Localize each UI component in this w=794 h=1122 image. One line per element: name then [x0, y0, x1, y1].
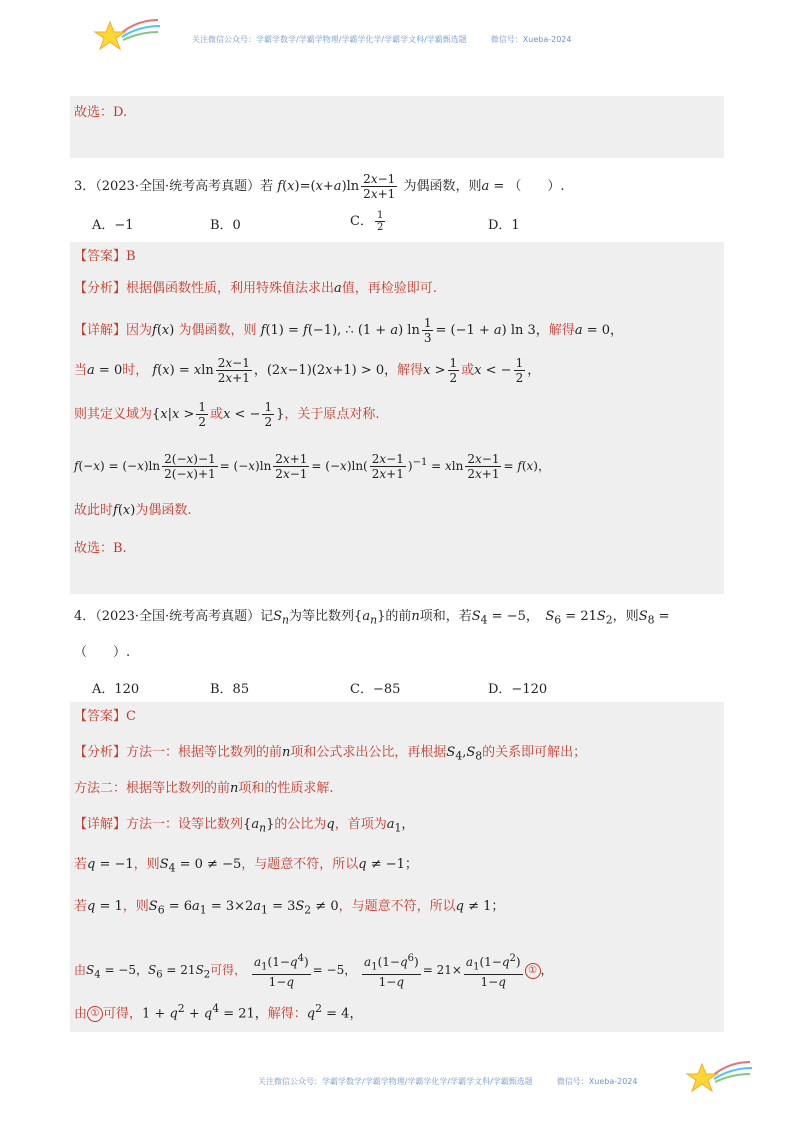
footer-text: [258, 1076, 637, 1087]
q4-case1: 若: [74, 857, 88, 872]
q4-mid: 为等比数列: [289, 609, 355, 624]
header-text: [192, 34, 571, 45]
q3-tail: （ ）.: [508, 179, 565, 194]
header-account-text: 关注微信公众号：学霸学数学/学霸学物理/学霸学化学/学霸学文科/学霸甄选题: [192, 35, 467, 44]
header-star-logo: [92, 14, 162, 58]
q3-detail-1c: 解得: [548, 323, 575, 338]
q3-detail-4: f(−x) = (−x)ln $\frac{2(-x)-1}{2(-x)+1}$ = (−x)ln $\frac{2x+1}{2x-1}$ = (−x)ln( $\frac{2x-1}{2x+1}$ )$^{-1}$ = xln $\frac{2x-1}{2x+1}$ = f(x)，: [74, 452, 550, 481]
q3-or: 或: [461, 363, 475, 378]
q4-case1b: ，则: [133, 857, 160, 872]
footer-wechat: 微信号：Xueba-2024: [556, 1077, 638, 1086]
q4-analysis-2b: 项和的性质求解.: [238, 781, 334, 796]
q4-analysis-1b: 项和公式求出公比，再根据: [290, 745, 447, 760]
q3-prefix: 3．（2023·全国·统考高考真题）若: [74, 179, 274, 194]
footer-account-text: 关注微信公众号：学霸学数学/学霸学物理/学霸学化学/学霸学文科/学霸甄选题: [258, 1077, 533, 1086]
q3-detail-1a: 因为: [126, 323, 153, 338]
q3-suffix: 为偶函数，则: [403, 179, 482, 194]
q3-when: 当: [74, 363, 88, 378]
q4-solve: 解得：: [267, 1006, 307, 1022]
q4-circle-2: ①: [87, 1006, 103, 1022]
star-icon: [92, 14, 162, 58]
q4-tail: （ ）.: [74, 645, 131, 660]
q4-from: 由: [74, 963, 87, 978]
q4-from-b: 可得，: [210, 963, 247, 978]
q3-conclusion: 故此时: [74, 503, 114, 518]
q4-stem: 4．（2023·全国·统考高考真题）记$S_n$为等比数列$\{a_n\}$的前n项和，若$S_4 = -5$， $S_6 = 21S_2$，则$S_8$ =: [74, 609, 670, 627]
q3-analysis-tag: 【分析】: [74, 281, 127, 296]
q4-analysis-2: 方法二：根据等比数列的前n项和的性质求解.: [74, 781, 334, 796]
q3-choice: 故选：B.: [74, 541, 127, 556]
footer-star-logo: [684, 1056, 754, 1100]
q4-mid4: ，则: [612, 609, 639, 624]
q3-domain-end: ，关于原点对称.: [284, 407, 380, 422]
q4-case2c: ，与题意不符，所以: [338, 899, 456, 914]
q4-answer: 【答案】C: [74, 709, 136, 724]
q4-prefix: 4．（2023·全国·统考高考真题）记: [74, 609, 274, 624]
q3-stem: 3．（2023·全国·统考高考真题）若 f(x)=(x+a)ln $\frac{2x-1}{2x+1}$ 为偶函数，则a = （ ）.: [74, 172, 565, 201]
star-icon: [684, 1056, 754, 1100]
q4-option-a[interactable]: A．120: [92, 682, 140, 697]
q4-analysis-1c: 的关系即可解出；: [482, 745, 587, 760]
q4-detail-3: 若q = 1，则$S_6 = 6a_1 = 3\times 2a_1 = 3S_2 \ne 0$，与题意不符，所以q ≠ 1；: [74, 899, 505, 917]
q3-domain: 则其定义域为: [74, 407, 153, 422]
q4-analysis-2a: 方法二：根据等比数列的前: [74, 781, 231, 796]
q3-analysis: 【分析】根据偶函数性质，利用特殊值法求出a值，再检验即可.: [74, 281, 437, 296]
q3-detail-1: 【详解】因为f(x) 为偶函数，则 f(1) = f(−1), ∴ (1 + a) ln $\frac{1}{3}$ = (−1 + a) ln 3，解得a = 0，: [74, 316, 624, 345]
q4-mid3: 项和，若: [419, 609, 472, 624]
q3-option-c-label: C．: [350, 214, 373, 229]
q4-detail-1c: ，首项为: [334, 817, 387, 832]
q4-analysis-tag: 【分析】: [74, 745, 127, 760]
q3-option-b[interactable]: B．0: [210, 218, 241, 233]
q3-detail-1b: 为偶函数，则: [178, 323, 257, 338]
q4-circle-1: ①: [525, 963, 541, 979]
q4-analysis-1a: 方法一：根据等比数列的前: [126, 745, 283, 760]
q3-detail-2: 当a = 0时， f(x) = xln $\frac{2x-1}{2x+1}$ ，(2x−1)(2x+1) > 0，解得x > $\frac{1}{2}$ 或x < − $\frac{1}{2}$ ，: [74, 356, 541, 385]
q3-analysis-end: 值，再检验即可.: [341, 281, 437, 296]
q4-detail-2: 若q = −1，则$S_4 = 0 \ne -5$，与题意不符，所以q ≠ −1；: [74, 857, 418, 875]
q3-option-d[interactable]: D．1: [488, 218, 520, 233]
header-wechat: 微信号：Xueba-2024: [490, 35, 572, 44]
q3-detail-3: 则其定义域为{x|x > $\frac{1}{2}$ 或x < − $\frac{1}{2}$ }，关于原点对称.: [74, 400, 380, 429]
q4-mid2: 的前: [385, 609, 412, 624]
q4-detail-tag: 【详解】: [74, 817, 127, 832]
q3-option-a[interactable]: A．−1: [92, 218, 134, 233]
q4-from2b: 可得，: [103, 1006, 143, 1022]
q4-detail-1: 【详解】方法一：设等比数列$\{a_n\}$的公比为q，首项为$a_1$，: [74, 817, 415, 835]
q4-case1c: ，与题意不符，所以: [241, 857, 359, 872]
q4-case2: 若: [74, 899, 88, 914]
q4-detail-5: 由 ① 可得，$1 + q^2 + q^4 = 21$，解得：$q^2 = 4$，: [74, 1002, 363, 1022]
q3-solve: 解得: [397, 363, 424, 378]
q4-detail-1b: 的公比为: [274, 817, 327, 832]
q3-option-c[interactable]: C． $\frac{1}{2}$: [350, 210, 384, 233]
q4-option-b[interactable]: B．85: [210, 682, 250, 697]
q3-detail-tag: 【详解】: [74, 323, 127, 338]
prev-choice: 故选：D.: [74, 105, 128, 120]
q4-detail-1a: 方法一：设等比数列: [126, 817, 244, 832]
q4-detail-4: 由$S_4 = -5$，$S_6 = 21S_2$可得， $\frac{a_1(1-q^4)}{1-q}$ = −5， $\frac{a_1(1-q^6)}{1-q}$ = 21× $\frac{a_1(1-q^2)}{1-q}$ ① ，: [74, 953, 553, 990]
q4-from2: 由: [74, 1006, 88, 1022]
q4-option-c[interactable]: C．−85: [350, 682, 401, 697]
q4-case2b: ，则: [122, 899, 149, 914]
q3-when-time: 时，: [122, 363, 149, 378]
q3-answer: 【答案】B: [74, 249, 136, 264]
q4-option-d[interactable]: D．−120: [488, 682, 548, 697]
prev-answer-box: [70, 96, 724, 158]
q3-analysis-text: 根据偶函数性质，利用特殊值法求出: [126, 281, 335, 296]
q4-analysis-1: 【分析】方法一：根据等比数列的前n项和公式求出公比，再根据$S_4,S_8$的关系即可解出；: [74, 745, 587, 763]
q3-conclusion-end: 为偶函数.: [135, 503, 192, 518]
q3-detail-5: 故此时f(x)为偶函数.: [74, 503, 192, 518]
q3-or-2: 或: [210, 407, 224, 422]
